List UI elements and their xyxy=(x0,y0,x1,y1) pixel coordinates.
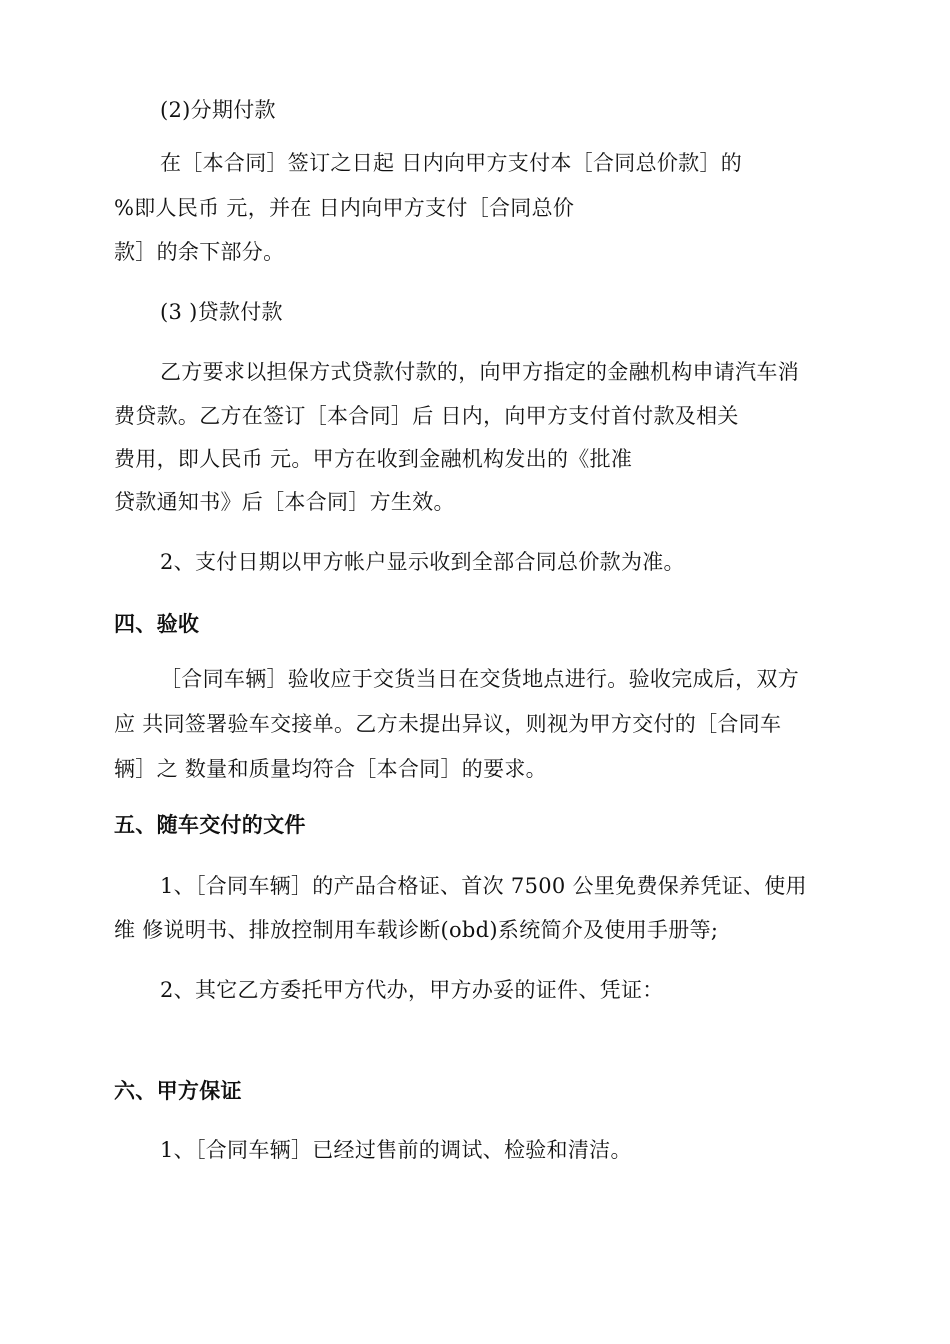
installment-title: (2)分期付款 xyxy=(160,98,276,122)
section-6-item-1: 1、［合同车辆］已经过售前的调试、检验和清洁。 xyxy=(160,1138,632,1162)
section-4-heading: 四、验收 xyxy=(114,612,200,636)
installment-line-2: %即人民币 元，并在 日内向甲方支付［合同总价 xyxy=(114,196,575,220)
loan-line-2: 费贷款。乙方在签订［本合同］后 日内，向甲方支付首付款及相关 xyxy=(114,404,739,428)
section-4-line-3: 辆］之 数量和质量均符合［本合同］的要求。 xyxy=(114,757,547,781)
section-5-heading: 五、随车交付的文件 xyxy=(114,813,306,837)
loan-line-4: 贷款通知书》后［本合同］方生效。 xyxy=(114,490,455,514)
loan-title: (3 )贷款付款 xyxy=(160,300,283,324)
section-4-line-2: 应 共同签署验车交接单。乙方未提出异议，则视为甲方交付的［合同车 xyxy=(114,712,782,736)
loan-line-3: 费用，即人民币 元。甲方在收到金融机构发出的《批准 xyxy=(114,447,633,471)
section-5-item-2: 2、其它乙方委托甲方代办，甲方办妥的证件、凭证： xyxy=(160,978,664,1002)
payment-date-clause: 2、支付日期以甲方帐户显示收到全部合同总价款为准。 xyxy=(160,550,685,574)
section-4-line-1: ［合同车辆］验收应于交货当日在交货地点进行。验收完成后，双方 xyxy=(160,667,799,691)
loan-line-1: 乙方要求以担保方式贷款付款的，向甲方指定的金融机构申请汽车消 xyxy=(160,360,799,384)
section-5-item-1-line-2: 维 修说明书、排放控制用车载诊断(obd)系统简介及使用手册等; xyxy=(114,918,719,942)
installment-line-3: 款］的余下部分。 xyxy=(114,240,285,264)
section-6-heading: 六、甲方保证 xyxy=(114,1079,242,1103)
section-5-item-1-line-1: 1、［合同车辆］的产品合格证、首次 7500 公里免费保养凭证、使用 xyxy=(160,874,807,898)
installment-line-1: 在［本合同］签订之日起 日内向甲方支付本［合同总价款］的 xyxy=(160,151,743,175)
